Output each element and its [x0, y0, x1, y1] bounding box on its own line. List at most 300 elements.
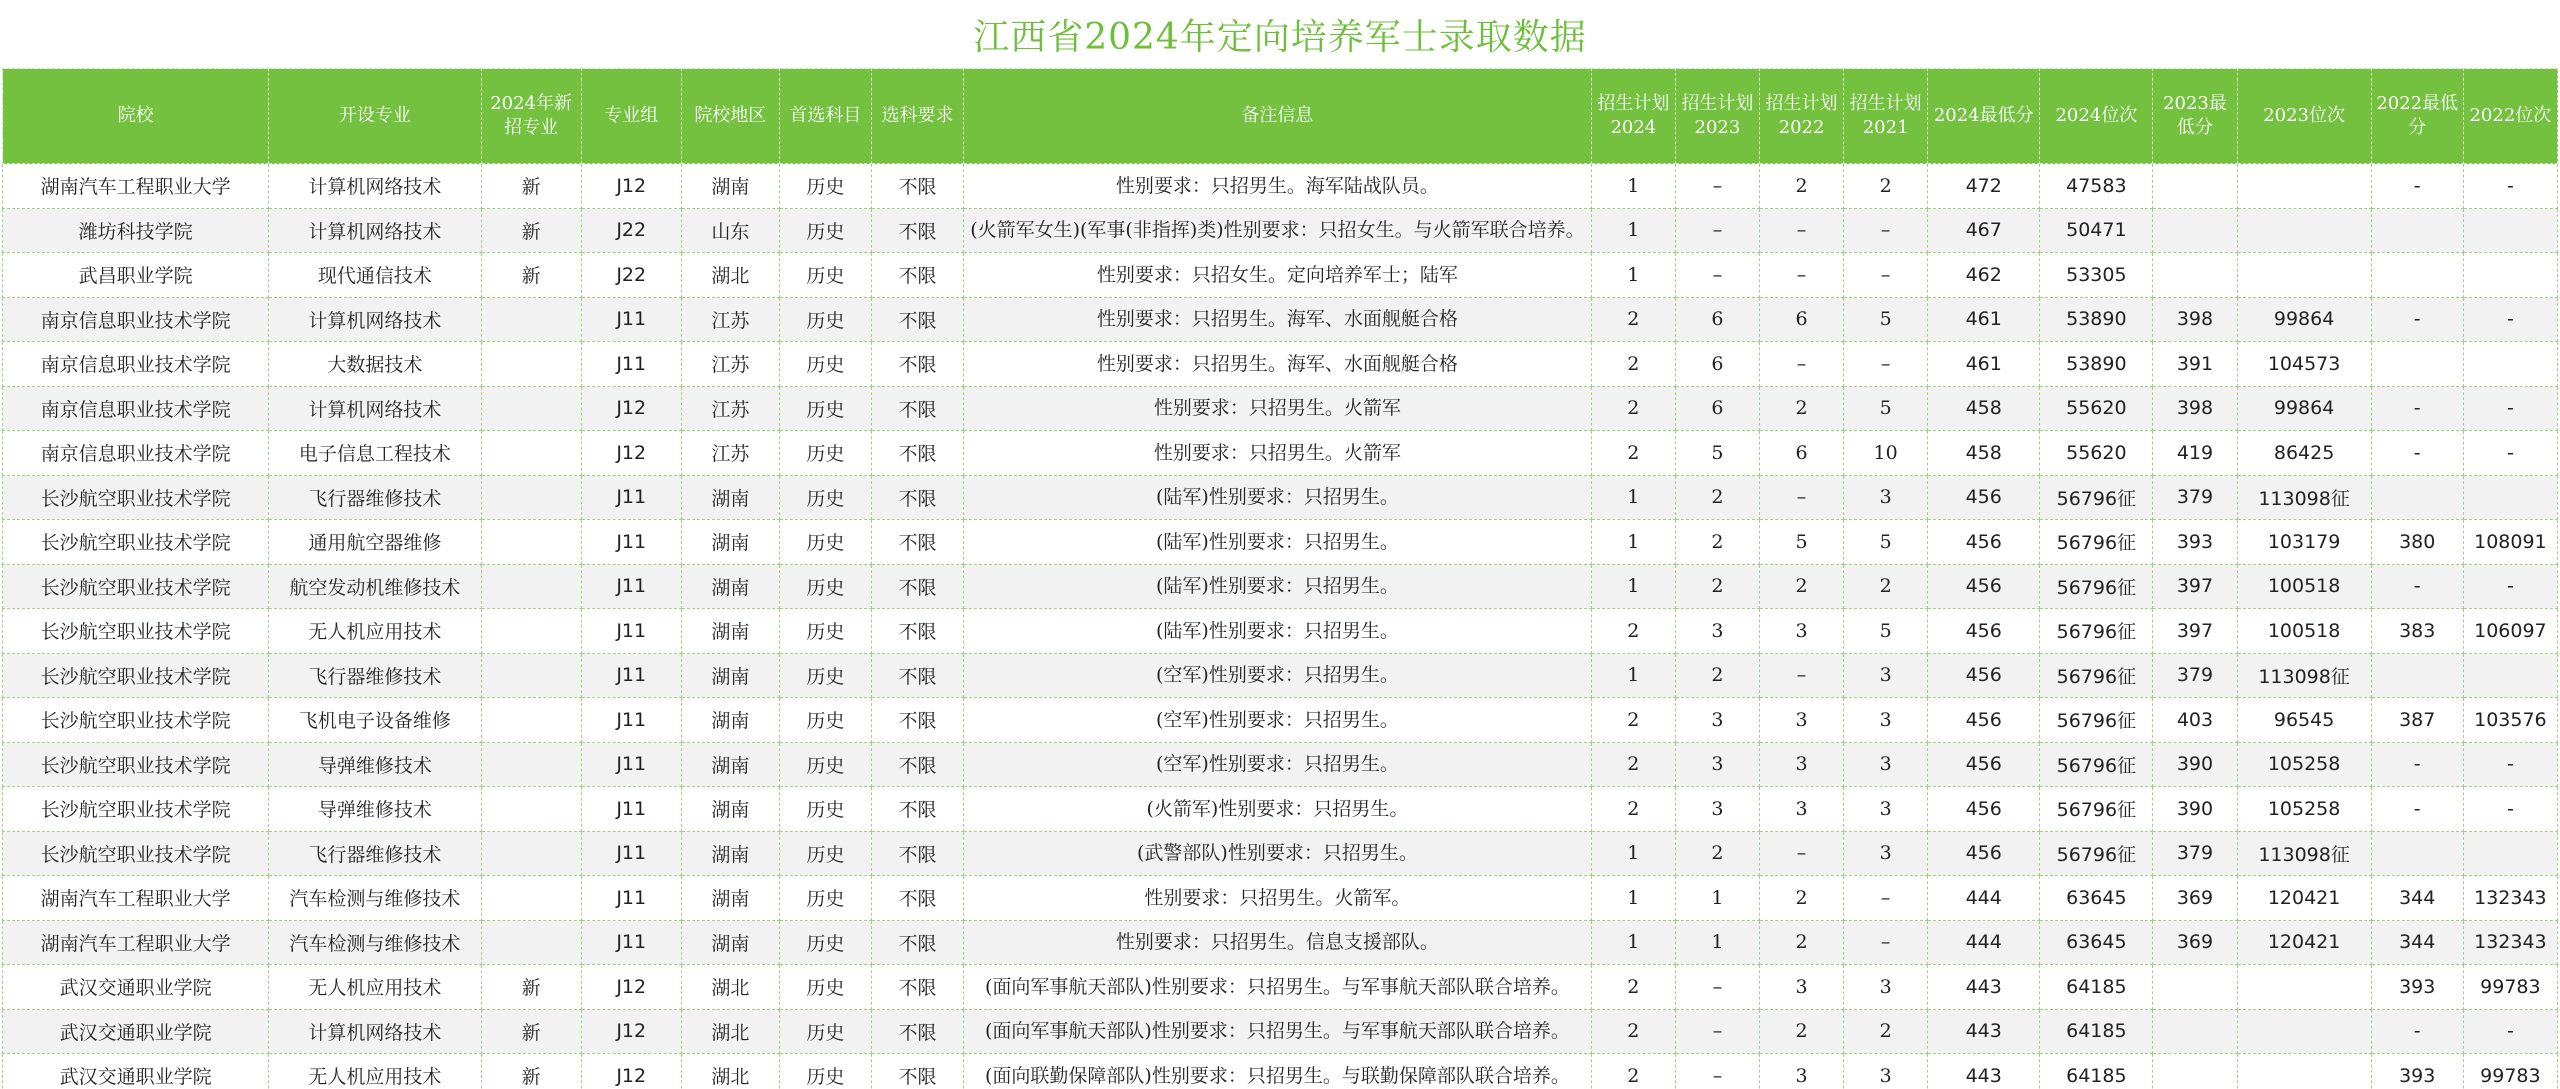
column-header-school: 院校 [3, 69, 269, 164]
cell-plan-2021: 3 [1844, 787, 1928, 832]
cell-new-major [481, 742, 581, 787]
cell-plan-2023: 3 [1675, 787, 1759, 832]
cell-new-major: 新 [481, 1054, 581, 1089]
cell-min-score-2023: 379 [2153, 653, 2237, 698]
cell-plan-2021: – [1844, 876, 1928, 921]
cell-group: J11 [581, 475, 681, 520]
cell-rank-2023: 99864 [2237, 386, 2371, 431]
cell-subject-req: 不限 [871, 876, 963, 921]
cell-rank-2022: - [2463, 742, 2557, 787]
cell-note: (面向联勤保障部队)性别要求：只招男生。与联勤保障部队联合培养。 [964, 1054, 1592, 1089]
cell-new-major [481, 342, 581, 387]
table-row [3, 164, 2558, 209]
cell-rank-2023 [2237, 965, 2371, 1010]
cell-rank-2023 [2237, 253, 2371, 298]
cell-plan-2021: – [1844, 208, 1928, 253]
column-header-min-score-2024: 2024最低分 [1928, 69, 2040, 164]
cell-min-score-2024: 456 [1928, 698, 2040, 743]
cell-major: 飞行器维修技术 [269, 475, 481, 520]
cell-plan-2023: 6 [1675, 342, 1759, 387]
cell-plan-2024: 1 [1591, 520, 1675, 565]
cell-group: J12 [581, 1054, 681, 1089]
table-row [3, 253, 2558, 298]
cell-region: 湖南 [681, 698, 779, 743]
cell-plan-2022: 2 [1759, 920, 1843, 965]
cell-school: 长沙航空职业技术学院 [3, 520, 269, 565]
cell-plan-2021: – [1844, 253, 1928, 298]
cell-min-score-2022 [2371, 342, 2463, 387]
table-row [3, 1009, 2558, 1054]
cell-min-score-2024: 443 [1928, 1054, 2040, 1089]
cell-plan-2024: 1 [1591, 653, 1675, 698]
cell-subject-req: 不限 [871, 831, 963, 876]
cell-note: (空军)性别要求：只招男生。 [964, 653, 1592, 698]
cell-min-score-2024: 444 [1928, 920, 2040, 965]
cell-subject-req: 不限 [871, 1009, 963, 1054]
cell-group: J12 [581, 164, 681, 209]
cell-school: 长沙航空职业技术学院 [3, 698, 269, 743]
table-row [3, 965, 2558, 1010]
table-row [3, 520, 2558, 565]
cell-subject-req: 不限 [871, 208, 963, 253]
cell-school: 长沙航空职业技术学院 [3, 564, 269, 609]
cell-rank-2022: - [2463, 297, 2557, 342]
cell-rank-2023: 103179 [2237, 520, 2371, 565]
cell-note: (陆军)性别要求：只招男生。 [964, 520, 1592, 565]
cell-plan-2024: 2 [1591, 297, 1675, 342]
cell-min-score-2022 [2371, 475, 2463, 520]
cell-region: 湖南 [681, 831, 779, 876]
cell-note: 性别要求：只招男生。海军陆战队员。 [964, 164, 1592, 209]
cell-rank-2024: 64185 [2040, 1009, 2153, 1054]
cell-plan-2022: 6 [1759, 297, 1843, 342]
cell-region: 湖北 [681, 253, 779, 298]
cell-plan-2023: 3 [1675, 609, 1759, 654]
cell-first-subject: 历史 [779, 475, 871, 520]
cell-new-major: 新 [481, 208, 581, 253]
table-row [3, 609, 2558, 654]
cell-major: 汽车检测与维修技术 [269, 876, 481, 921]
cell-min-score-2024: 461 [1928, 297, 2040, 342]
table-header-row [3, 69, 2558, 164]
cell-rank-2022: - [2463, 787, 2557, 832]
cell-first-subject: 历史 [779, 609, 871, 654]
cell-plan-2023: – [1675, 164, 1759, 209]
cell-school: 武汉交通职业学院 [3, 1009, 269, 1054]
cell-plan-2022: – [1759, 208, 1843, 253]
cell-rank-2022: 106097 [2463, 609, 2557, 654]
cell-rank-2022: 132343 [2463, 876, 2557, 921]
cell-first-subject: 历史 [779, 965, 871, 1010]
cell-plan-2021: 5 [1844, 297, 1928, 342]
cell-rank-2023: 120421 [2237, 876, 2371, 921]
cell-min-score-2024: 456 [1928, 609, 2040, 654]
cell-rank-2023: 100518 [2237, 564, 2371, 609]
cell-rank-2023: 99864 [2237, 297, 2371, 342]
cell-rank-2023: 113098征 [2237, 475, 2371, 520]
cell-min-score-2024: 458 [1928, 431, 2040, 476]
cell-subject-req: 不限 [871, 431, 963, 476]
cell-plan-2023: 6 [1675, 297, 1759, 342]
cell-min-score-2024: 456 [1928, 787, 2040, 832]
cell-rank-2022: - [2463, 164, 2557, 209]
cell-major: 大数据技术 [269, 342, 481, 387]
cell-region: 山东 [681, 208, 779, 253]
cell-note: (面向军事航天部队)性别要求：只招男生。与军事航天部队联合培养。 [964, 965, 1592, 1010]
cell-new-major [481, 698, 581, 743]
cell-major: 现代通信技术 [269, 253, 481, 298]
cell-min-score-2023 [2153, 253, 2237, 298]
cell-plan-2023: 5 [1675, 431, 1759, 476]
cell-min-score-2022: 380 [2371, 520, 2463, 565]
cell-group: J12 [581, 1009, 681, 1054]
cell-plan-2022: – [1759, 475, 1843, 520]
cell-min-score-2024: 443 [1928, 1009, 2040, 1054]
cell-plan-2022: – [1759, 653, 1843, 698]
cell-region: 江苏 [681, 386, 779, 431]
table-row [3, 831, 2558, 876]
cell-rank-2022 [2463, 475, 2557, 520]
cell-rank-2024: 56796征 [2040, 475, 2153, 520]
cell-major: 航空发动机维修技术 [269, 564, 481, 609]
cell-plan-2021: 2 [1844, 564, 1928, 609]
cell-rank-2024: 55620 [2040, 431, 2153, 476]
cell-note: (陆军)性别要求：只招男生。 [964, 564, 1592, 609]
cell-new-major [481, 876, 581, 921]
cell-plan-2024: 1 [1591, 253, 1675, 298]
cell-min-score-2023 [2153, 965, 2237, 1010]
cell-plan-2023: 2 [1675, 653, 1759, 698]
cell-school: 长沙航空职业技术学院 [3, 475, 269, 520]
cell-plan-2023: – [1675, 208, 1759, 253]
cell-rank-2024: 56796征 [2040, 564, 2153, 609]
cell-plan-2022: 2 [1759, 564, 1843, 609]
cell-rank-2023 [2237, 1009, 2371, 1054]
cell-plan-2022: 3 [1759, 965, 1843, 1010]
cell-subject-req: 不限 [871, 653, 963, 698]
cell-min-score-2022: 387 [2371, 698, 2463, 743]
cell-min-score-2023: 369 [2153, 920, 2237, 965]
cell-plan-2023: 1 [1675, 876, 1759, 921]
cell-min-score-2023 [2153, 1054, 2237, 1089]
cell-region: 湖北 [681, 1054, 779, 1089]
cell-plan-2021: 10 [1844, 431, 1928, 476]
cell-note: (空军)性别要求：只招男生。 [964, 698, 1592, 743]
cell-subject-req: 不限 [871, 164, 963, 209]
admission-table [2, 68, 2558, 1089]
cell-rank-2024: 53890 [2040, 297, 2153, 342]
cell-plan-2022: – [1759, 253, 1843, 298]
column-header-region: 院校地区 [681, 69, 779, 164]
table-row [3, 920, 2558, 965]
cell-region: 湖南 [681, 609, 779, 654]
table-body [3, 164, 2558, 1089]
cell-rank-2022: 103576 [2463, 698, 2557, 743]
cell-plan-2024: 1 [1591, 208, 1675, 253]
cell-region: 江苏 [681, 342, 779, 387]
cell-region: 湖北 [681, 965, 779, 1010]
cell-subject-req: 不限 [871, 564, 963, 609]
cell-plan-2023: – [1675, 253, 1759, 298]
cell-first-subject: 历史 [779, 297, 871, 342]
cell-note: (陆军)性别要求：只招男生。 [964, 475, 1592, 520]
cell-min-score-2023 [2153, 208, 2237, 253]
cell-plan-2022: 3 [1759, 609, 1843, 654]
cell-rank-2024: 55620 [2040, 386, 2153, 431]
cell-note: (火箭军)性别要求：只招男生。 [964, 787, 1592, 832]
column-header-first-subject: 首选科目 [779, 69, 871, 164]
table-row [3, 431, 2558, 476]
cell-plan-2023: 2 [1675, 475, 1759, 520]
cell-min-score-2022 [2371, 253, 2463, 298]
cell-min-score-2023: 369 [2153, 876, 2237, 921]
cell-rank-2023: 105258 [2237, 742, 2371, 787]
cell-plan-2024: 1 [1591, 564, 1675, 609]
cell-min-score-2023: 391 [2153, 342, 2237, 387]
cell-major: 导弹维修技术 [269, 787, 481, 832]
cell-subject-req: 不限 [871, 609, 963, 654]
cell-plan-2024: 2 [1591, 965, 1675, 1010]
cell-rank-2024: 56796征 [2040, 609, 2153, 654]
cell-school: 南京信息职业技术学院 [3, 342, 269, 387]
table-row [3, 742, 2558, 787]
column-header-group: 专业组 [581, 69, 681, 164]
cell-rank-2022 [2463, 342, 2557, 387]
cell-school: 长沙航空职业技术学院 [3, 609, 269, 654]
cell-min-score-2024: 443 [1928, 965, 2040, 1010]
cell-rank-2024: 56796征 [2040, 520, 2153, 565]
cell-rank-2023: 113098征 [2237, 831, 2371, 876]
cell-first-subject: 历史 [779, 431, 871, 476]
cell-major: 通用航空器维修 [269, 520, 481, 565]
cell-note: 性别要求：只招男生。火箭军 [964, 386, 1592, 431]
cell-plan-2021: 3 [1844, 965, 1928, 1010]
cell-plan-2021: 5 [1844, 520, 1928, 565]
cell-rank-2022 [2463, 208, 2557, 253]
cell-new-major [481, 564, 581, 609]
cell-new-major: 新 [481, 253, 581, 298]
cell-min-score-2024: 472 [1928, 164, 2040, 209]
column-header-rank-2024: 2024位次 [2040, 69, 2153, 164]
cell-school: 湖南汽车工程职业大学 [3, 876, 269, 921]
cell-region: 湖南 [681, 742, 779, 787]
cell-group: J22 [581, 208, 681, 253]
cell-plan-2022: 3 [1759, 698, 1843, 743]
cell-plan-2021: 3 [1844, 831, 1928, 876]
cell-min-score-2023: 390 [2153, 742, 2237, 787]
cell-first-subject: 历史 [779, 1009, 871, 1054]
cell-note: (武警部队)性别要求：只招男生。 [964, 831, 1592, 876]
cell-plan-2021: 3 [1844, 1054, 1928, 1089]
cell-new-major: 新 [481, 164, 581, 209]
cell-school: 武汉交通职业学院 [3, 965, 269, 1010]
cell-major: 计算机网络技术 [269, 164, 481, 209]
cell-subject-req: 不限 [871, 342, 963, 387]
cell-subject-req: 不限 [871, 297, 963, 342]
cell-rank-2022: - [2463, 386, 2557, 431]
cell-subject-req: 不限 [871, 742, 963, 787]
cell-min-score-2022: - [2371, 1009, 2463, 1054]
cell-group: J11 [581, 342, 681, 387]
table-row [3, 876, 2558, 921]
cell-min-score-2024: 458 [1928, 386, 2040, 431]
cell-first-subject: 历史 [779, 253, 871, 298]
cell-plan-2022: 3 [1759, 1054, 1843, 1089]
cell-min-score-2024: 456 [1928, 742, 2040, 787]
cell-plan-2024: 2 [1591, 342, 1675, 387]
cell-rank-2023: 105258 [2237, 787, 2371, 832]
cell-min-score-2023: 379 [2153, 831, 2237, 876]
cell-plan-2024: 2 [1591, 742, 1675, 787]
cell-school: 湖南汽车工程职业大学 [3, 164, 269, 209]
cell-school: 长沙航空职业技术学院 [3, 653, 269, 698]
cell-plan-2022: – [1759, 342, 1843, 387]
cell-region: 江苏 [681, 297, 779, 342]
cell-plan-2022: 2 [1759, 164, 1843, 209]
cell-plan-2021: 3 [1844, 742, 1928, 787]
cell-first-subject: 历史 [779, 342, 871, 387]
cell-rank-2023 [2237, 1054, 2371, 1089]
cell-plan-2022: – [1759, 831, 1843, 876]
cell-school: 湖南汽车工程职业大学 [3, 920, 269, 965]
cell-note: 性别要求：只招男生。海军、水面舰艇合格 [964, 342, 1592, 387]
cell-region: 湖南 [681, 164, 779, 209]
cell-min-score-2024: 456 [1928, 475, 2040, 520]
cell-new-major [481, 653, 581, 698]
table-row [3, 386, 2558, 431]
cell-major: 飞机电子设备维修 [269, 698, 481, 743]
cell-group: J11 [581, 609, 681, 654]
cell-rank-2023: 120421 [2237, 920, 2371, 965]
cell-min-score-2023: 397 [2153, 609, 2237, 654]
cell-subject-req: 不限 [871, 253, 963, 298]
cell-note: (空军)性别要求：只招男生。 [964, 742, 1592, 787]
cell-rank-2024: 64185 [2040, 1054, 2153, 1089]
cell-min-score-2022: 344 [2371, 876, 2463, 921]
cell-min-score-2024: 456 [1928, 564, 2040, 609]
cell-rank-2024: 53305 [2040, 253, 2153, 298]
cell-plan-2022: 2 [1759, 876, 1843, 921]
cell-region: 湖南 [681, 653, 779, 698]
cell-school: 长沙航空职业技术学院 [3, 787, 269, 832]
cell-note: 性别要求：只招男生。火箭军。 [964, 876, 1592, 921]
cell-min-score-2022: 344 [2371, 920, 2463, 965]
cell-plan-2021: 3 [1844, 698, 1928, 743]
cell-major: 计算机网络技术 [269, 297, 481, 342]
cell-plan-2022: 3 [1759, 742, 1843, 787]
cell-first-subject: 历史 [779, 698, 871, 743]
cell-note: 性别要求：只招男生。海军、水面舰艇合格 [964, 297, 1592, 342]
column-header-major: 开设专业 [269, 69, 481, 164]
cell-rank-2024: 47583 [2040, 164, 2153, 209]
column-header-plan-2022: 招生计划2022 [1759, 69, 1843, 164]
cell-note: (面向军事航天部队)性别要求：只招男生。与军事航天部队联合培养。 [964, 1009, 1592, 1054]
cell-min-score-2023: 398 [2153, 386, 2237, 431]
cell-plan-2024: 2 [1591, 1054, 1675, 1089]
cell-note: 性别要求：只招女生。定向培养军士；陆军 [964, 253, 1592, 298]
cell-first-subject: 历史 [779, 742, 871, 787]
cell-min-score-2022: 393 [2371, 965, 2463, 1010]
cell-major: 汽车检测与维修技术 [269, 920, 481, 965]
cell-region: 湖南 [681, 876, 779, 921]
cell-group: J12 [581, 965, 681, 1010]
cell-rank-2023: 96545 [2237, 698, 2371, 743]
cell-note: (火箭军女生)(军事(非指挥)类)性别要求：只招女生。与火箭军联合培养。 [964, 208, 1592, 253]
cell-major: 计算机网络技术 [269, 208, 481, 253]
cell-min-score-2022: - [2371, 742, 2463, 787]
cell-first-subject: 历史 [779, 564, 871, 609]
cell-plan-2023: 1 [1675, 920, 1759, 965]
cell-school: 南京信息职业技术学院 [3, 297, 269, 342]
column-header-min-score-2023: 2023最低分 [2153, 69, 2237, 164]
cell-first-subject: 历史 [779, 876, 871, 921]
column-header-rank-2023: 2023位次 [2237, 69, 2371, 164]
cell-region: 湖南 [681, 475, 779, 520]
cell-group: J22 [581, 253, 681, 298]
cell-group: J12 [581, 386, 681, 431]
cell-group: J11 [581, 920, 681, 965]
cell-min-score-2024: 461 [1928, 342, 2040, 387]
cell-plan-2023: 2 [1675, 520, 1759, 565]
cell-min-score-2022: - [2371, 386, 2463, 431]
cell-first-subject: 历史 [779, 520, 871, 565]
cell-plan-2023: 3 [1675, 698, 1759, 743]
cell-group: J11 [581, 831, 681, 876]
cell-region: 江苏 [681, 431, 779, 476]
cell-rank-2024: 63645 [2040, 920, 2153, 965]
table-row [3, 787, 2558, 832]
cell-school: 潍坊科技学院 [3, 208, 269, 253]
column-header-new-major: 2024年新招专业 [481, 69, 581, 164]
cell-subject-req: 不限 [871, 520, 963, 565]
cell-new-major [481, 787, 581, 832]
cell-min-score-2022: - [2371, 787, 2463, 832]
cell-rank-2023: 113098征 [2237, 653, 2371, 698]
cell-plan-2024: 1 [1591, 475, 1675, 520]
column-header-plan-2024: 招生计划2024 [1591, 69, 1675, 164]
cell-rank-2023 [2237, 208, 2371, 253]
cell-subject-req: 不限 [871, 920, 963, 965]
cell-plan-2024: 1 [1591, 920, 1675, 965]
cell-new-major [481, 386, 581, 431]
table-row [3, 698, 2558, 743]
cell-major: 无人机应用技术 [269, 965, 481, 1010]
cell-min-score-2022: - [2371, 564, 2463, 609]
cell-first-subject: 历史 [779, 653, 871, 698]
cell-plan-2023: – [1675, 1054, 1759, 1089]
cell-plan-2023: – [1675, 1009, 1759, 1054]
cell-school: 南京信息职业技术学院 [3, 386, 269, 431]
cell-subject-req: 不限 [871, 1054, 963, 1089]
cell-rank-2023 [2237, 164, 2371, 209]
table-row [3, 564, 2558, 609]
cell-new-major [481, 831, 581, 876]
cell-new-major [481, 431, 581, 476]
cell-plan-2022: 2 [1759, 1009, 1843, 1054]
cell-min-score-2023: 397 [2153, 564, 2237, 609]
table-row [3, 342, 2558, 387]
cell-rank-2024: 56796征 [2040, 653, 2153, 698]
cell-first-subject: 历史 [779, 920, 871, 965]
cell-plan-2023: 2 [1675, 831, 1759, 876]
cell-note: 性别要求：只招男生。信息支援部队。 [964, 920, 1592, 965]
cell-first-subject: 历史 [779, 787, 871, 832]
cell-new-major [481, 520, 581, 565]
cell-group: J11 [581, 787, 681, 832]
cell-plan-2024: 2 [1591, 431, 1675, 476]
cell-plan-2022: 3 [1759, 787, 1843, 832]
table-row [3, 297, 2558, 342]
